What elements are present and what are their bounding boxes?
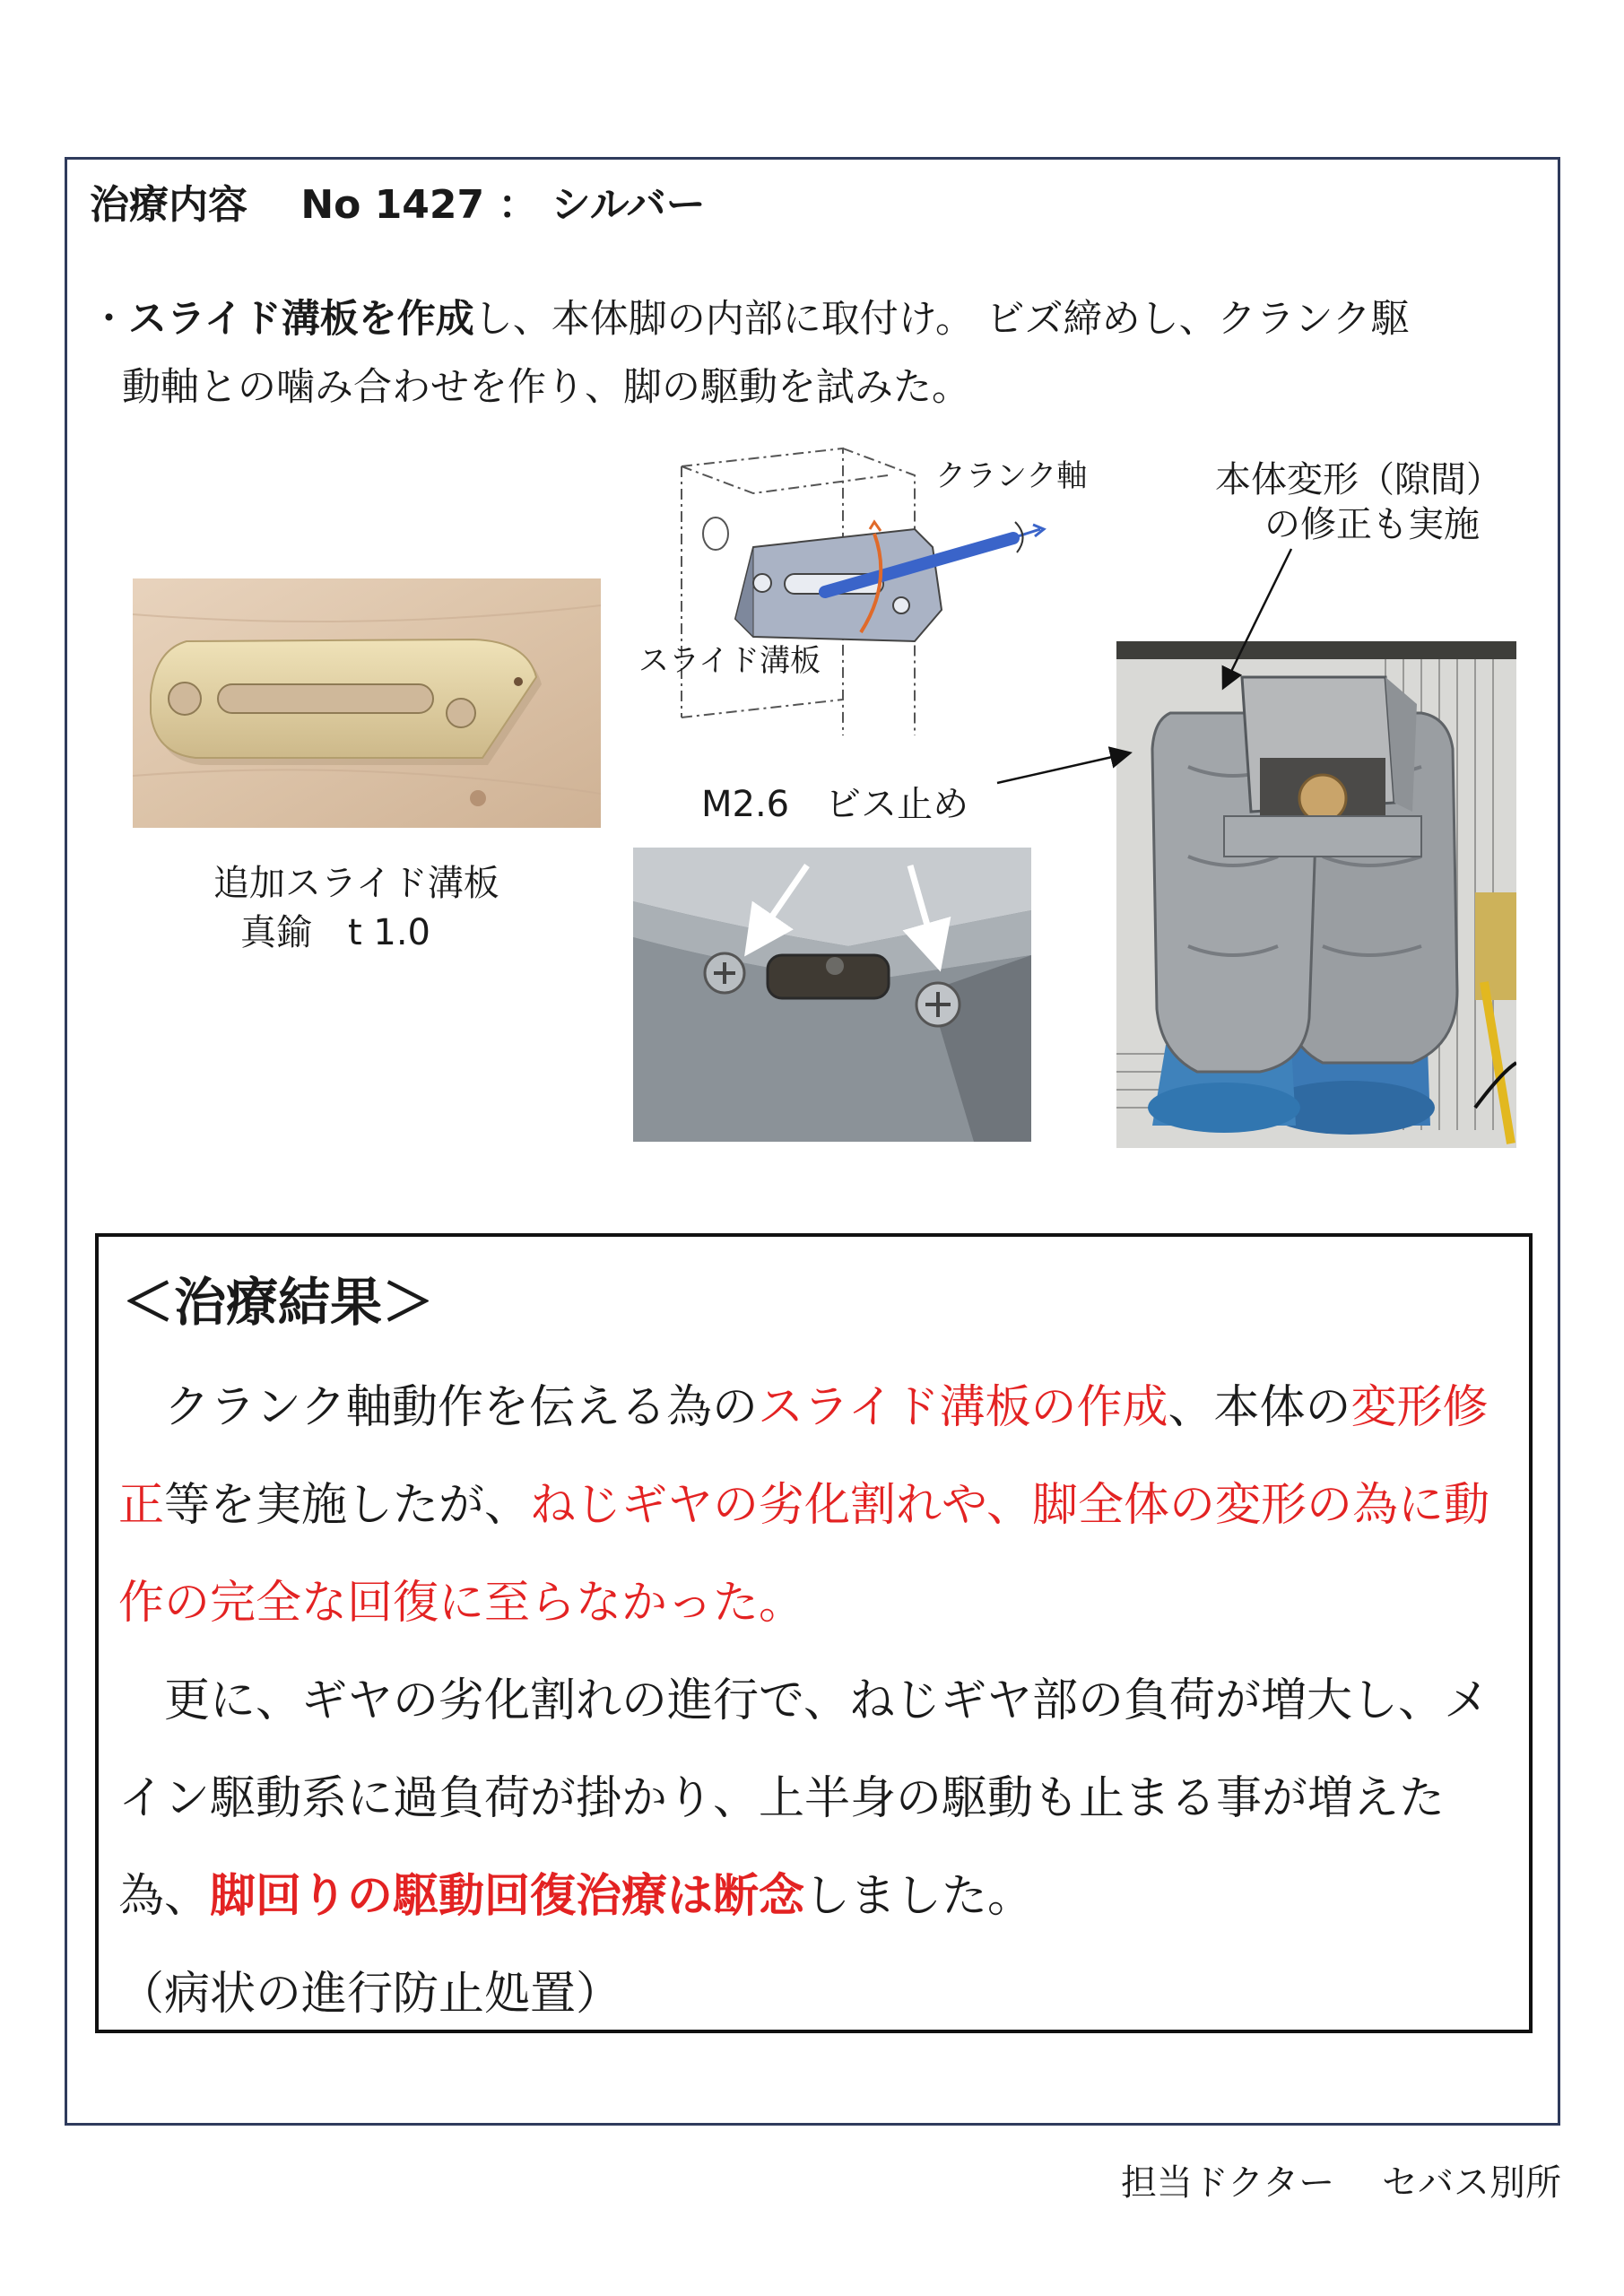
robot-legs-photo (1116, 641, 1516, 1148)
crank-axis-label: クランク軸 (935, 458, 1088, 494)
slide-plate-label: スライド溝板 (638, 643, 821, 679)
plate-caption-1: 追加スライド溝板 (213, 863, 499, 904)
result-text: 更に、ギヤの劣化割れの進行で、ねじギヤ部の負荷が増大し、メイン駆動系に過負荷が掛かり、上半身の駆動も止まる事が増えた為、 (118, 1674, 1489, 1923)
result-paragraph-2 (118, 1652, 1517, 1945)
result-conclusion: 脚回りの駆動回復治療は断念 (210, 1870, 805, 1923)
result-text: 、本体の (1168, 1381, 1351, 1434)
result-paragraph-1 (118, 1359, 1517, 1652)
deformation-fix-label-1: 本体変形（隙間） (1215, 459, 1502, 500)
page-title: 治療内容 No 1427 ： シルバー (90, 182, 706, 228)
brass-plate-photo (133, 578, 601, 828)
intro-bold: スライド溝板を作成 (128, 297, 474, 342)
plate-caption-2: 真鍮 t 1.0 (240, 912, 431, 953)
result-text: クランク軸動作を伝える為の (118, 1381, 758, 1434)
result-highlight: 変形修正 (118, 1381, 1489, 1532)
result-highlight: スライド溝板の作成 (757, 1381, 1168, 1434)
result-highlight: ねじギヤの劣化割れや、脚全体の変形の為に動作の完全な回復に至らなかった。 (118, 1479, 1490, 1630)
intro-text (90, 285, 1524, 422)
intro-bullet: ・ (90, 297, 128, 342)
doctor-signature: 担当ドクター セバス別所 (1120, 2162, 1561, 2204)
result-text: 等を実施したが、 (164, 1479, 531, 1532)
screw-closeup-photo (633, 848, 1031, 1142)
deformation-fix-label-2: の修正も実施 (1264, 504, 1480, 545)
result-heading: ＜治療結果＞ (122, 1272, 435, 1333)
screw-label: M2.6 ビス止め (701, 784, 969, 825)
intro-rest: し、本体脚の内部に取付け。 ビズ締めし、クランク駆 (473, 297, 1410, 342)
result-body (118, 1359, 1517, 2043)
intro-line-2: 動軸との噛み合わせを作り、脚の駆動を試みた。 (122, 365, 970, 410)
result-note: （病状の進行防止処置） (118, 1968, 622, 2021)
result-text: しました。 (804, 1870, 1034, 1923)
